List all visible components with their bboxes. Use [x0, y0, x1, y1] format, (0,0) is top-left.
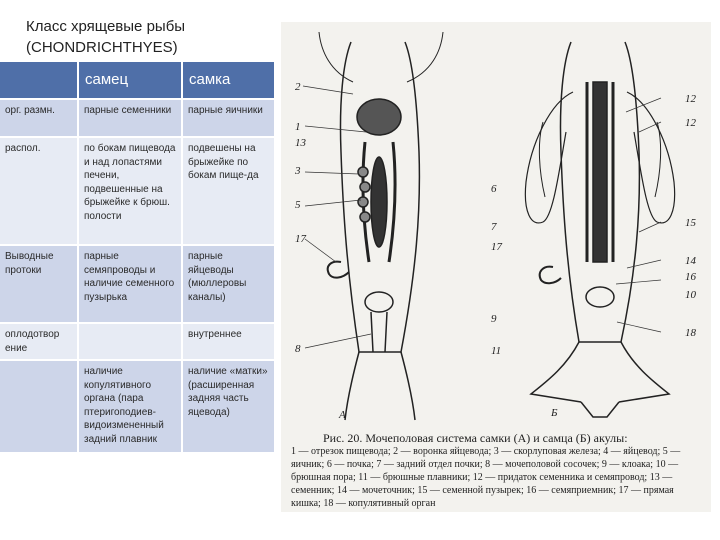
male-cell: наличие копулятивного органа (пара птеригоподиев-видоизмененный задний плавник	[78, 360, 182, 452]
row-label: оплодотвор ение	[0, 323, 78, 360]
fig-label: 14	[685, 255, 696, 267]
fig-label: 7	[491, 221, 497, 233]
fig-label: 17	[491, 241, 502, 253]
caption-text: 1 — отрезок пищевода; 2 — воронка яйцевода; 3 — скорлуповая железа; 4 — яйцевод; 5 — яичник; 6 — почка; 7 — задний отдел почки; 8 — мочеполовой сосочек; 9 — клоака; 10 — брюшная пора; 11 — брюшные плавники; 12 — придаток семенника и семяпровод; 13 — семенник; 14 — мочеточник; 15 — семенной пузырек; 16 — семяприемник; 17 — прямая кишка; 18 — копулятивный орган	[291, 446, 681, 509]
table-row	[0, 245, 274, 323]
fig-label: 3	[295, 165, 301, 177]
female-cell: подвешены на брыжейке по бокам пище-да	[182, 137, 274, 245]
anatomy-figure	[281, 22, 711, 512]
fig-label: 5	[295, 199, 301, 211]
header-empty	[0, 62, 78, 99]
fig-label: 12	[685, 93, 696, 105]
fig-label: 15	[685, 217, 696, 229]
male-cell: по бокам пищевода и над лопастями печени, подвешенные на брыжейке к брюш. полости	[78, 137, 182, 245]
female-shark-body	[319, 32, 443, 420]
table-row	[0, 323, 274, 360]
figure-caption	[291, 432, 706, 510]
title-line-1: Класс хрящевые рыбы	[26, 18, 186, 35]
male-cell: парные семяпроводы и наличие семенного пузырька	[78, 245, 182, 323]
fig-label: 1	[295, 121, 301, 133]
male-shark-body	[525, 42, 674, 417]
fig-label: 16	[685, 271, 696, 283]
title-line-2: (CHONDRICHTHYES)	[26, 39, 178, 56]
panel-label-b: Б	[551, 407, 558, 419]
row-label	[0, 360, 78, 452]
slide-title	[26, 16, 185, 58]
fig-label: 2	[295, 81, 301, 93]
fig-label: 10	[685, 289, 696, 301]
fig-label: 11	[491, 345, 502, 357]
female-cell: внутреннее	[182, 323, 274, 360]
table-header-row	[0, 62, 274, 99]
row-label: орг. размн.	[0, 99, 78, 137]
row-label: распол.	[0, 137, 78, 245]
anatomy-illustration	[281, 22, 711, 422]
fig-label: 6	[491, 183, 497, 195]
table-row	[0, 360, 274, 452]
panel-label-a: А	[339, 409, 346, 421]
fig-label: 13	[295, 137, 306, 149]
comparison-table	[0, 62, 274, 452]
fig-label: 17	[295, 233, 306, 245]
fig-label: 8	[295, 343, 301, 355]
fig-label: 9	[491, 313, 497, 325]
row-label: Выводные протоки	[0, 245, 78, 323]
male-cell: парные семенники	[78, 99, 182, 137]
female-cell: наличие «матки» (расширенная задняя часть яцевода)	[182, 360, 274, 452]
male-cell	[78, 323, 182, 360]
fig-label: 12	[685, 117, 696, 129]
fig-label: 18	[685, 327, 696, 339]
header-male: самец	[78, 62, 182, 99]
header-female: самка	[182, 62, 274, 99]
female-cell: парные яичники	[182, 99, 274, 137]
table-row	[0, 99, 274, 137]
table-row	[0, 137, 274, 245]
caption-title: Рис. 20. Мочеполовая система самки (А) и самца (Б) акулы:	[323, 431, 628, 445]
female-cell: парные яйцеводы (мюллеровы каналы)	[182, 245, 274, 323]
